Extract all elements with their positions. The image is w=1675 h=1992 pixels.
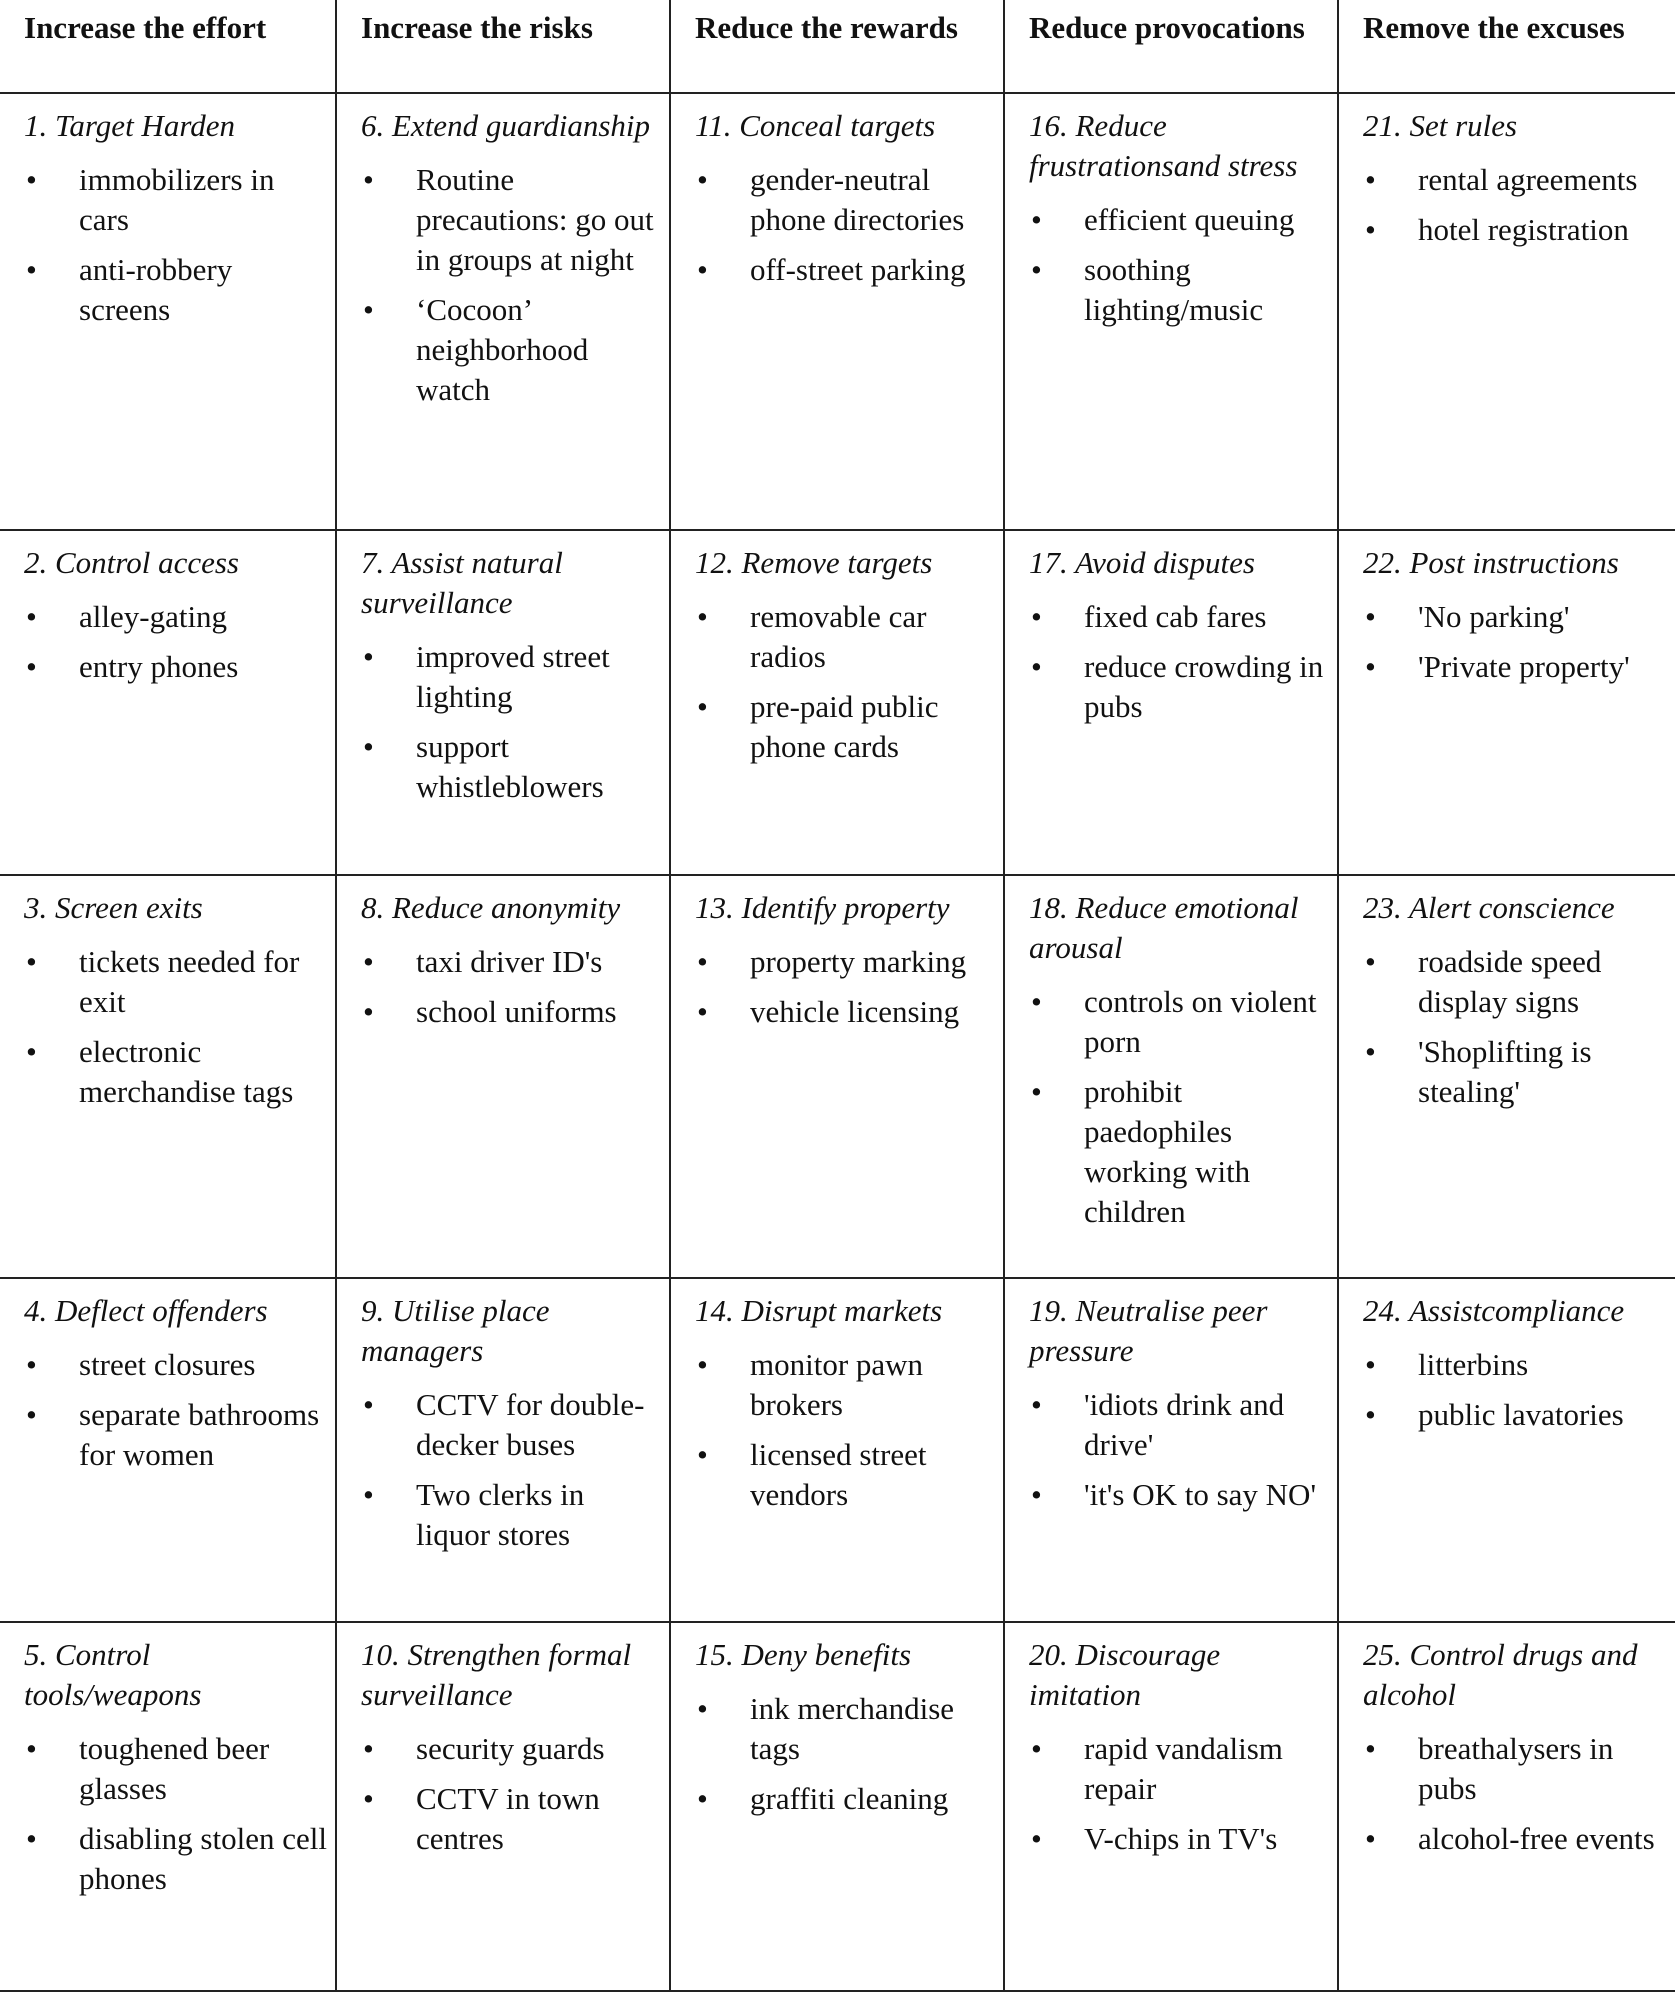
example-item: • soothing lighting/music [1029,250,1329,330]
example-list [1029,1729,1329,1859]
technique-heading: 14. Disrupt markets [695,1292,943,1328]
example-item: • monitor pawn brokers [695,1345,995,1425]
example-list [361,637,661,807]
example-item: • vehicle licensing [695,992,995,1032]
example-list [695,942,995,1032]
technique-cell [670,93,1004,530]
technique-cell [0,530,336,876]
technique-cell [1004,875,1338,1278]
technique-cell [670,875,1004,1278]
example-item: • anti-robbery screens [24,250,327,330]
example-item: • immobilizers in cars [24,160,327,240]
technique-heading: 4. Deflect offenders [24,1292,268,1328]
technique-heading: 25. Control drugs and alcohol [1363,1637,1638,1713]
technique-heading: 18. Reduce emotional arousal [1029,890,1299,966]
example-item: • 'No parking' [1363,597,1667,637]
technique-cell [1338,1622,1675,1991]
example-item: • public lavatories [1363,1395,1667,1435]
example-item: • 'it's OK to say NO' [1029,1475,1329,1515]
example-list [24,1729,327,1899]
column-header: Reduce the rewards [670,0,1004,93]
example-list [24,160,327,330]
column-header: Reduce provocations [1004,0,1338,93]
example-item: • taxi driver ID's [361,942,661,982]
technique-cell [1004,1622,1338,1991]
technique-cell [1338,93,1675,530]
example-item: • ‘Cocoon’ neighborhood watch [361,290,661,410]
example-item: • CCTV in town centres [361,1779,661,1859]
example-item: • litterbins [1363,1345,1667,1385]
column-header: Remove the excuses [1338,0,1675,93]
example-item: • CCTV for double-decker buses [361,1385,661,1465]
example-item: • toughened beer glasses [24,1729,327,1809]
technique-cell [1338,1278,1675,1623]
example-item: • breathalysers in pubs [1363,1729,1667,1809]
example-list [1363,942,1667,1112]
example-list [1029,200,1329,330]
example-item: • 'Private property' [1363,647,1667,687]
example-list [361,942,661,1032]
example-list [1363,1345,1667,1435]
example-item: • rapid vandalism repair [1029,1729,1329,1809]
technique-cell [1004,530,1338,876]
example-item: • efficient queuing [1029,200,1329,240]
example-item: • prohibit paedophiles working with children [1029,1072,1329,1232]
example-item: • entry phones [24,647,327,687]
technique-heading: 24. Assistcompliance [1363,1292,1625,1328]
example-item: • rental agreements [1363,160,1667,200]
technique-heading: 22. Post instructions [1363,544,1619,580]
technique-heading: 16. Reduce frustrationsand stress [1029,108,1298,183]
example-list [1363,160,1667,250]
technique-cell [1338,875,1675,1278]
technique-heading: 21. Set rules [1363,108,1518,143]
technique-heading: 9. Utilise place managers [361,1292,550,1368]
example-list [695,597,995,767]
example-item: • ink merchandise tags [695,1689,995,1769]
example-item: • Routine precautions: go out in groups at night [361,160,661,280]
example-item: • V-chips in TV's [1029,1819,1329,1859]
example-item: • gender-neutral phone directories [695,160,995,240]
technique-heading: 1. Target Harden [24,108,235,143]
technique-heading: 7. Assist natural surveillance [361,544,563,620]
technique-cell [1004,93,1338,530]
example-item: • street closures [24,1345,327,1385]
technique-cell [336,1278,670,1623]
example-item: • roadside speed display signs [1363,942,1667,1022]
technique-heading: 5. Control tools/weapons [24,1637,202,1713]
technique-cell [0,875,336,1278]
technique-cell [0,1278,336,1623]
example-item: • security guards [361,1729,661,1769]
example-list [361,1385,661,1555]
technique-cell [336,530,670,876]
header-row [0,0,1675,93]
technique-heading: 23. Alert conscience [1363,890,1615,926]
example-item: • support whistleblowers [361,727,661,807]
example-list [1029,982,1329,1232]
example-list [24,942,327,1112]
technique-cell [336,93,670,530]
technique-heading: 12. Remove targets [695,544,933,580]
example-item: • controls on violent porn [1029,982,1329,1062]
technique-heading: 15. Deny benefits [695,1637,912,1673]
example-list [1029,1385,1329,1515]
example-list [361,1729,661,1859]
example-list [695,160,995,290]
example-item: • graffiti cleaning [695,1779,995,1819]
example-item: • 'Shoplifting is stealing' [1363,1032,1667,1112]
example-item: • off-street parking [695,250,995,290]
technique-heading: 10. Strengthen formal surveillance [361,1637,632,1713]
example-item: • alley-gating [24,597,327,637]
table-row [0,93,1675,530]
technique-heading: 11. Conceal targets [695,108,936,143]
example-item: • hotel registration [1363,210,1667,250]
technique-heading: 6. Extend guardianship [361,108,651,143]
technique-heading: 20. Discourage imitation [1029,1637,1221,1713]
technique-heading: 3. Screen exits [24,890,203,926]
example-list [24,597,327,687]
example-list [695,1689,995,1819]
technique-cell [1004,1278,1338,1623]
example-list [1029,597,1329,727]
example-item: • 'idiots drink and drive' [1029,1385,1329,1465]
technique-cell [1338,530,1675,876]
example-item: • property marking [695,942,995,982]
example-list [695,1345,995,1515]
example-list [1363,597,1667,687]
example-list [24,1345,327,1475]
table-row [0,875,1675,1278]
example-item: • pre-paid public phone cards [695,687,995,767]
technique-cell [336,1622,670,1991]
technique-heading: 13. Identify property [695,890,950,926]
example-item: • removable car radios [695,597,995,677]
example-item: • improved street lighting [361,637,661,717]
example-item: • Two clerks in liquor stores [361,1475,661,1555]
example-item: • separate bathrooms for women [24,1395,327,1475]
example-list [1363,1729,1667,1859]
example-item: • electronic merchandise tags [24,1032,327,1112]
table-row [0,530,1675,876]
example-item: • disabling stolen cell phones [24,1819,327,1899]
technique-heading: 17. Avoid disputes [1029,544,1255,580]
technique-cell [670,1278,1004,1623]
technique-cell [0,1622,336,1991]
technique-heading: 19. Neutralise peer pressure [1029,1292,1268,1368]
column-header: Increase the effort [0,0,336,93]
example-item: • tickets needed for exit [24,942,327,1022]
example-item: • fixed cab fares [1029,597,1329,637]
column-header: Increase the risks [336,0,670,93]
example-item: • alcohol-free events [1363,1819,1667,1859]
technique-cell [0,93,336,530]
technique-heading: 8. Reduce anonymity [361,890,621,926]
example-item: • reduce crowding in pubs [1029,647,1329,727]
technique-cell [336,875,670,1278]
technique-heading: 2. Control access [24,544,239,580]
example-item: • school uniforms [361,992,661,1032]
technique-cell [670,1622,1004,1991]
example-list [361,160,661,410]
technique-cell [670,530,1004,876]
table-row [0,1278,1675,1623]
example-item: • licensed street vendors [695,1435,995,1515]
table-row [0,1622,1675,1991]
